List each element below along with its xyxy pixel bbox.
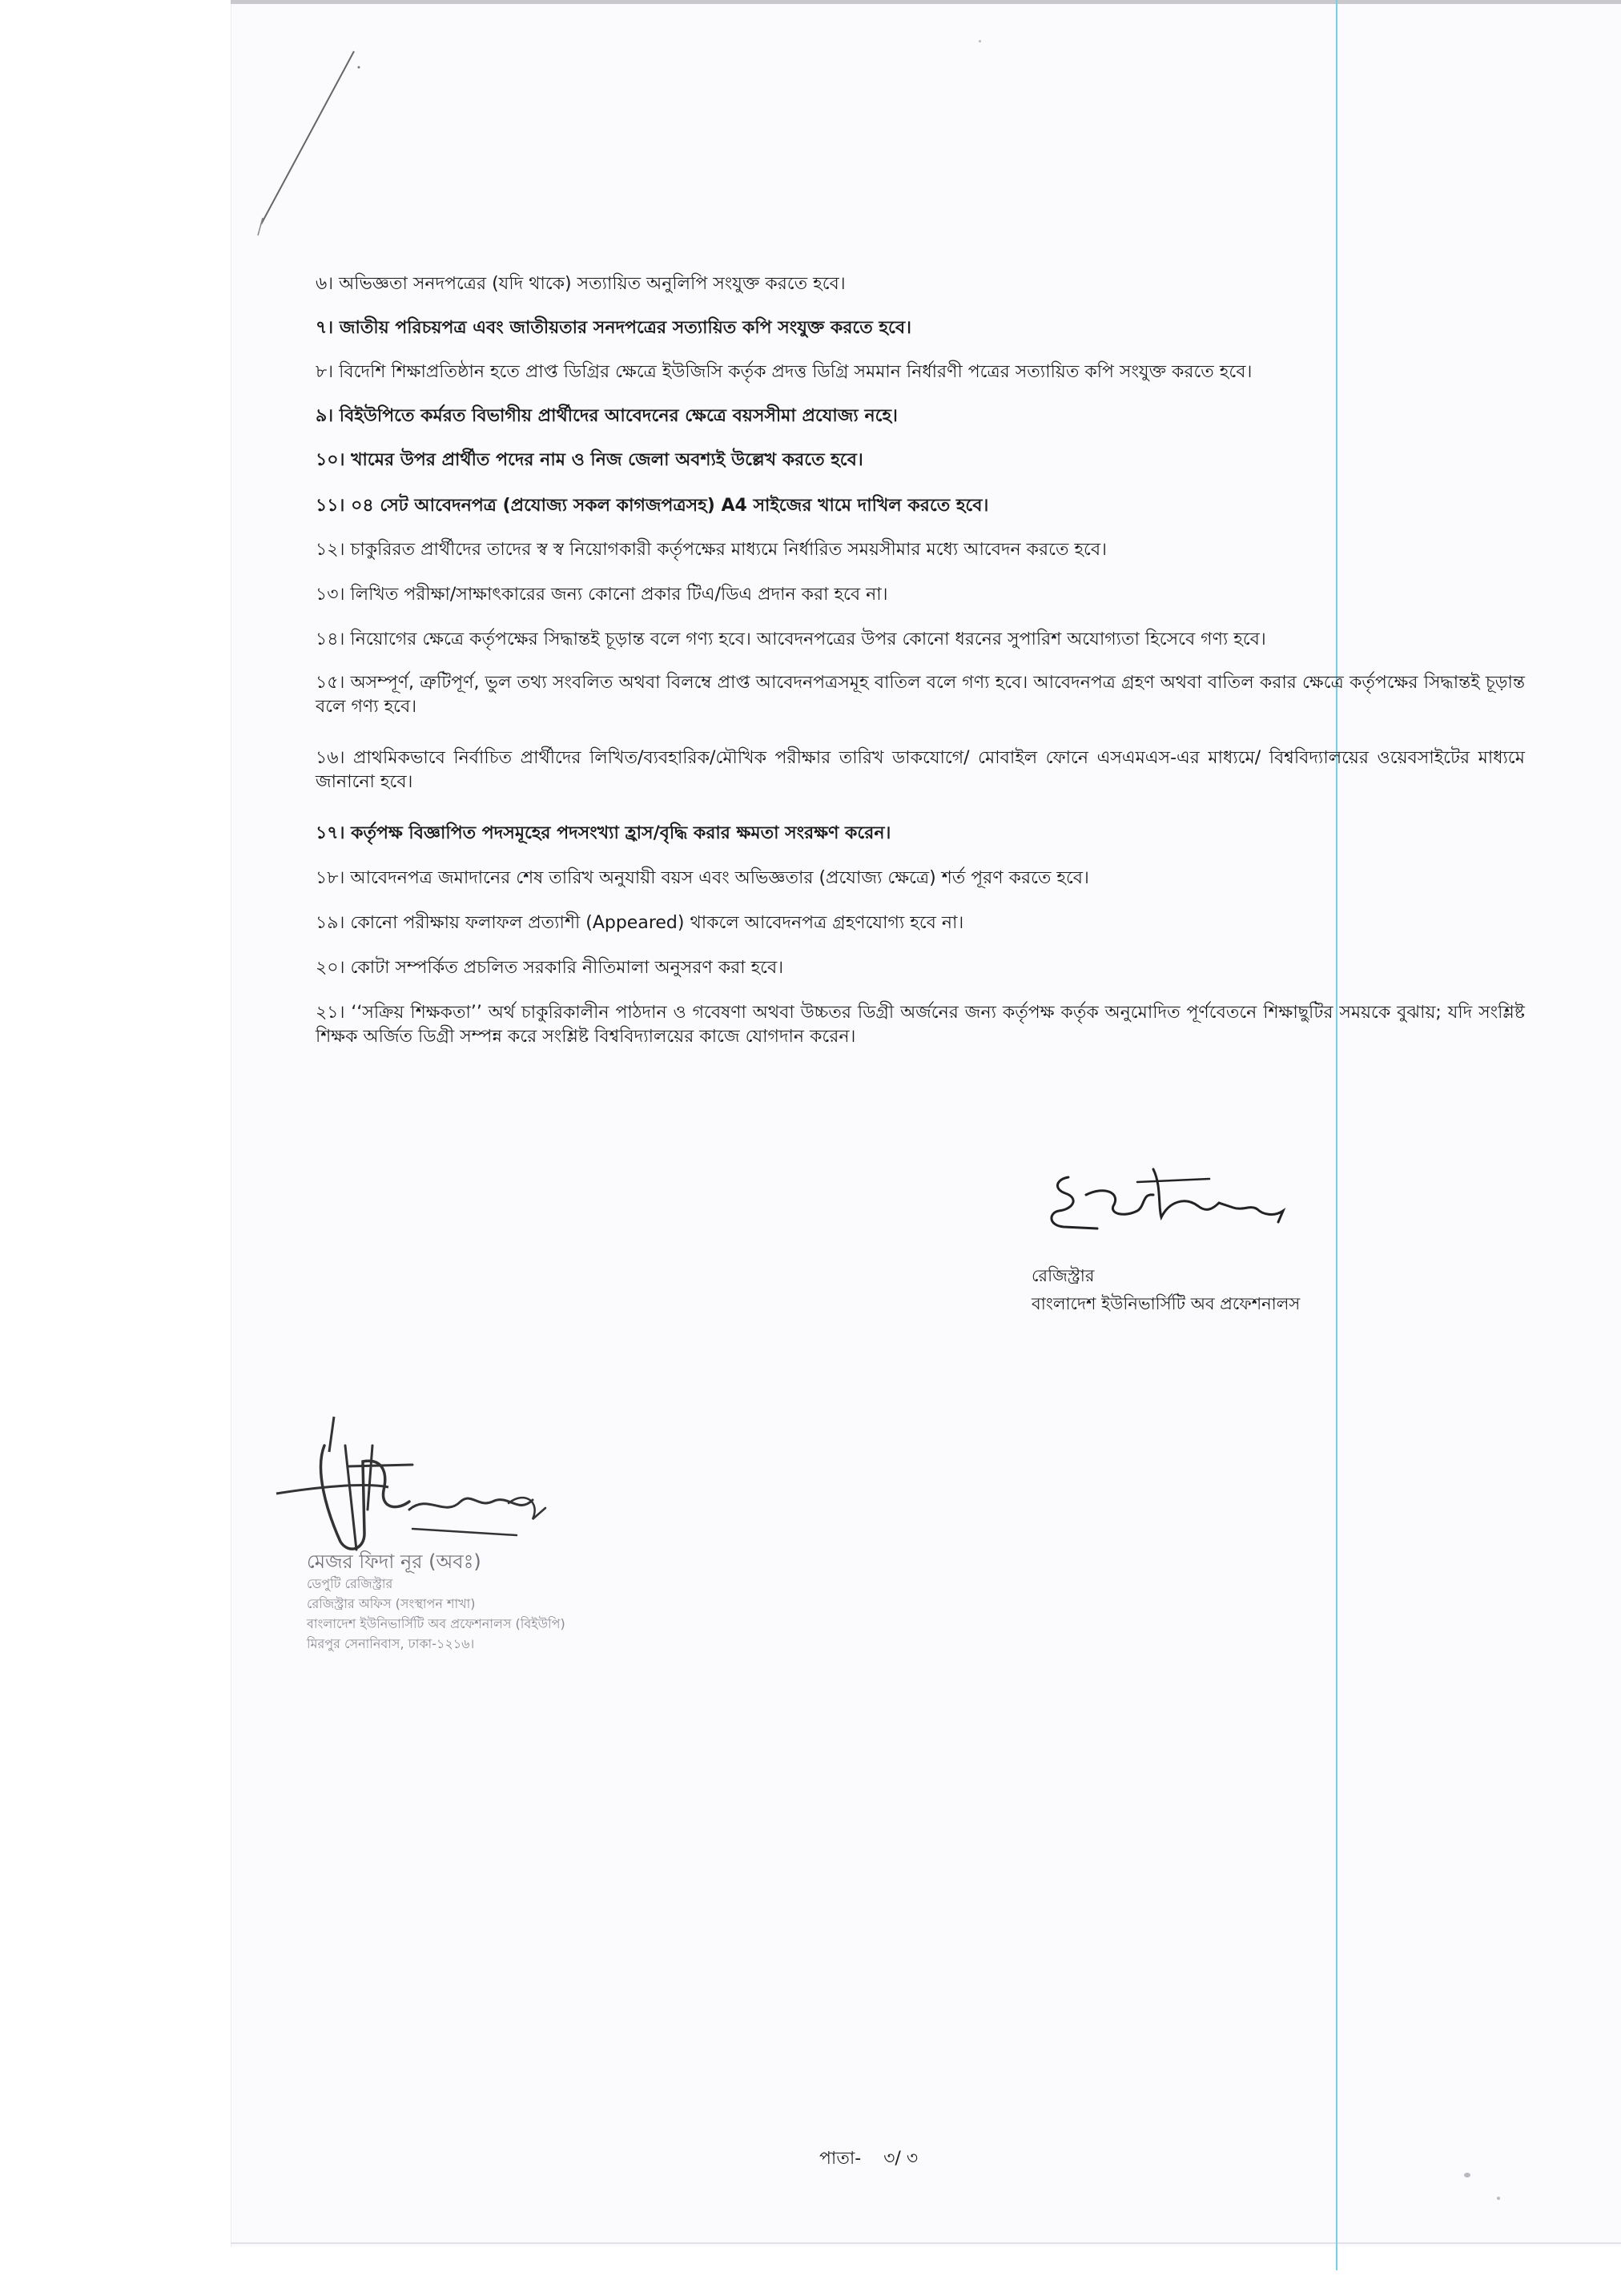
condition-item-18: ১৮। আবেদনপত্র জমাদানের শেষ তারিখ অনুযায়ী বয়স এবং অভিজ্ঞতার (প্রযোজ্য ক্ষেত্রে) শর্ত পূরণ করতে হবে। — [316, 868, 1089, 888]
condition-item-12: ১২। চাকুরিরত প্রার্থীদের তাদের স্ব স্ব নিয়োগকারী কর্তৃপক্ষের মাধ্যমে নির্ধারিত সময়সীমার মধ্যে আবেদন করতে হবে। — [316, 540, 1107, 560]
page-top-edge — [231, 0, 1621, 4]
condition-item-21: ২১। ‘‘সক্রিয় শিক্ষকতা’’ অর্থ চাকুরিকালীন পাঠদান ও গবেষণা অথবা উচ্চতর ডিগ্রী অর্জনের জন্য কর্তৃপক্ষ কর্তৃক অনুমোদিত পূর্ণবেতনে শিক্ষাছুটির সময়কে বুঝায়; যদি সংশ্লিষ্ট শিক্ষক অর্জিত ডিগ্রী সম্পন্ন করে সংশ্লিষ্ট বিশ্ববিদ্যালয়ের কাজে যোগদান করেন। — [316, 1003, 1525, 1047]
condition-item-19: ১৯। কোনো পরীক্ষায় ফলাফল প্রত্যাশী (Appeared) থাকলে আবেদনপত্র গ্রহণযোগ্য হবে না। — [316, 913, 964, 933]
condition-item-6: ৬। অভিজ্ঞতা সনদপত্রের (যদি থাকে) সত্যায়িত অনুলিপি সংযুক্ত করতে হবে। — [316, 274, 846, 294]
stamp-designation: ডেপুটি রেজিস্ট্রার — [307, 1576, 393, 1591]
condition-item-10: ১০। খামের উপর প্রার্থীত পদের নাম ও নিজ জেলা অবশ্যই উল্লেখ করতে হবে। — [316, 450, 863, 470]
condition-item-14: ১৪। নিয়োগের ক্ষেত্রে কর্তৃপক্ষের সিদ্ধান্তই চূড়ান্ত বলে গণ্য হবে। আবেদনপত্রের উপর কোনো ধরনের সুপারিশ অযোগ্যতা হিসেবে গণ্য হবে। — [316, 629, 1266, 649]
condition-item-17: ১৭। কর্তৃপক্ষ বিজ্ঞাপিত পদসমূহের পদসংখ্যা হ্রাস/বৃদ্ধি করার ক্ষমতা সংরক্ষণ করেন। — [316, 823, 891, 843]
scan-margin-line — [1336, 0, 1337, 2270]
condition-item-9: ৯। বিইউপিতে কর্মরত বিভাগীয় প্রার্থীদের আবেদনের ক্ষেত্রে বয়সসীমা প্রযোজ্য নহে। — [316, 406, 898, 426]
stamp-address: মিরপুর সেনানিবাস, ঢাকা-১২১৬। — [307, 1636, 475, 1651]
pen-mark — [256, 46, 360, 239]
condition-item-11: ১১। ০৪ সেট আবেদনপত্র (প্রযোজ্য সকল কাগজপত্রসহ) A4 সাইজের খামে দাখিল করতে হবে। — [316, 496, 989, 516]
condition-item-20: ২০। কোটা সম্পর্কিত প্রচলিত সরকারি নীতিমালা অনুসরণ করা হবে। — [316, 958, 784, 978]
page-bottom-edge — [231, 2242, 1621, 2244]
page-number: পাতা- ৩/ ৩ — [819, 2149, 919, 2169]
stamp-office: রেজিস্ট্রার অফিস (সংস্থাপন শাখা) — [307, 1596, 476, 1611]
registrar-signature — [1041, 1161, 1297, 1249]
signatory-title: রেজিস্ট্রার — [1032, 1266, 1095, 1285]
condition-item-13: ১৩। লিখিত পরীক্ষা/সাক্ষাৎকারের জন্য কোনো প্রকার টিএ/ডিএ প্রদান করা হবে না। — [316, 585, 888, 605]
signatory-organization: বাংলাদেশ ইউনিভার্সিটি অব প্রফেশনালস — [1032, 1294, 1301, 1313]
condition-item-15: ১৫। অসম্পূর্ণ, ত্রুটিপূর্ণ, ভুল তথ্য সংবলিত অথবা বিলম্বে প্রাপ্ত আবেদনপত্রসমূহ বাতিল বলে গণ্য হবে। আবেদনপত্র গ্রহণ অথবা বাতিল করার ক্ষেত্রে কর্তৃপক্ষের সিদ্ধান্তই চূড়ান্ত বলে গণ্য হবে। — [316, 673, 1525, 717]
scan-speck — [1464, 2173, 1470, 2177]
condition-item-16: ১৬। প্রাথমিকভাবে নির্বাচিত প্রার্থীদের লিখিত/ব্যবহারিক/মৌখিক পরীক্ষার তারিখ ডাকযোগে/ মোবাইল ফোনে এসএমএস-এর মাধ্যমে/ বিশ্ববিদ্যালয়ের ওয়েবসাইটের মাধ্যমে জানানো হবে। — [316, 748, 1525, 792]
condition-item-7: ৭। জাতীয় পরিচয়পত্র এবং জাতীয়তার সনদপত্রের সত্যায়িত কপি সংযুক্ত করতে হবে। — [316, 318, 911, 338]
scan-speck — [979, 40, 981, 42]
official-seal — [307, 1550, 565, 1654]
stamp-name: মেজর ফিদা নূর (অবঃ) — [307, 1550, 481, 1573]
scan-speck — [1497, 2197, 1500, 2200]
stamp-university: বাংলাদেশ ইউনিভার্সিটি অব প্রফেশনালস (বিইউপি) — [307, 1616, 565, 1631]
condition-item-8: ৮। বিদেশি শিক্ষাপ্রতিষ্ঠান হতে প্রাপ্ত ডিগ্রির ক্ষেত্রে ইউজিসি কর্তৃক প্রদত্ত ডিগ্রি সমমান নির্ধারণী পত্রের সত্যায়িত কপি সংযুক্ত করতে হবে। — [316, 362, 1253, 382]
